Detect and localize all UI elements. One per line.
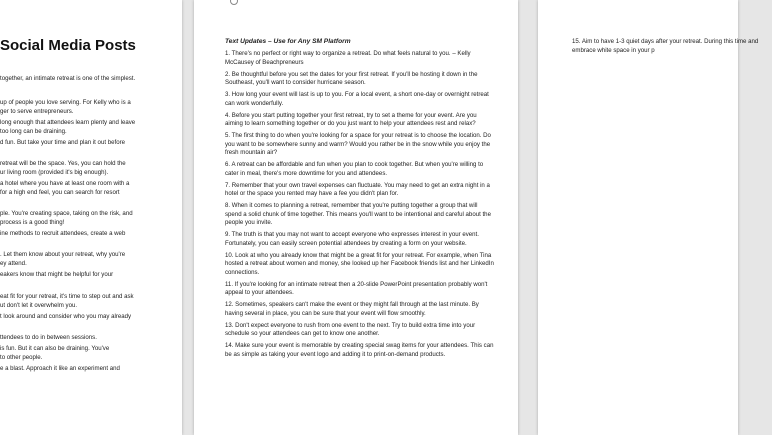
text-fragment: ine methods to recruit attendees, create a web xyxy=(0,230,126,237)
paragraph: 3. How long your event will last is up to you. For a local event, a short one-day or overnight retreat can work wonderfully. xyxy=(225,91,489,107)
text-fragment: a hotel where you have at least one room with a xyxy=(0,180,130,187)
text-fragment: too long can be draining. xyxy=(0,128,67,135)
text-fragment: ger to serve entrepreneurs. xyxy=(0,108,74,115)
paragraph: 10. Look at who you already know that might be a great fit for your retreat. For example, when Tina hosted a retreat about women and money, she looked up her Facebook friends list and her LinkedIn connections. xyxy=(225,251,494,276)
text-fragment: . Let them know about your retreat, why you're xyxy=(0,251,126,258)
text-fragment: to other people. xyxy=(0,354,43,361)
page-title: Social Media Posts xyxy=(0,37,136,54)
text-fragment: for a high end feel, you can search for resort xyxy=(0,189,120,196)
paragraph: 6. A retreat can be affordable and fun when you plan to cook together. But when you're willing to cater in meal, there's more downtime for you and attendees. xyxy=(225,161,484,177)
text-fragment: ey attend. xyxy=(0,260,27,267)
paragraph: 2. Be thoughtful before you set the dates for your first retreat. If you'll be hosting it down in the Southeast, you'll want to consider hurricane season. xyxy=(225,70,478,86)
text-fragment: ttendees to do in between sessions. xyxy=(0,334,97,341)
text-fragment: ur living room (provided it's big enough). xyxy=(0,169,109,176)
text-fragment: together, an intimate retreat is one of the simplest. xyxy=(0,75,136,82)
text-fragment: ut don't let it overwhelm you. xyxy=(0,302,78,309)
paragraph: 15. Aim to have 1-3 quiet days after your retreat. During this time and embrace white space in your p xyxy=(572,38,759,54)
text-fragment: up of people you love serving. For Kelly who is a xyxy=(0,99,131,106)
paragraph: 9. The truth is that you may not want to accept everyone who expresses interest in your event. Fortunately, you can easily screen potential attendees by creating a form on your website. xyxy=(225,231,479,247)
text-fragment: e a blast. Approach it like an experiment and xyxy=(0,365,120,372)
paragraph: 13. Don't expect everyone to rush from one event to the next. Try to build extra time into your schedule so your attendees can get to know one another. xyxy=(225,321,476,337)
text-fragment: long enough that attendees learn plenty and leave xyxy=(0,119,136,126)
paragraph: 11. If you're looking for an intimate retreat then a 20-slide PowerPoint presentation probably won't appeal to your attendees. xyxy=(225,280,488,296)
document-page-right xyxy=(538,0,759,435)
paragraph: 14. Make sure your event is memorable by creating special swag items for your attendees. This can be as simple as taking your event logo and adding it to print-on-demand products. xyxy=(225,342,494,358)
text-fragment: ple. You're creating space, taking on the risk, and xyxy=(0,210,133,217)
paragraph: 8. When it comes to planning a retreat, remember that you're putting together a group that will spend a solid chunk of time together. This means you'll want to be intentional and careful about the people you invite. xyxy=(225,202,491,226)
center-page-text xyxy=(225,38,495,363)
paragraph: 4. Before you start putting together your first retreat, try to set a theme for your event. Are you aiming to learn something together or do you just want to help your attendees rest and relax? xyxy=(225,111,477,127)
document-page-left xyxy=(0,0,182,435)
text-fragment: eakers know that might be helpful for your xyxy=(0,271,114,278)
document-page-center xyxy=(194,0,518,435)
paragraph: 7. Remember that your own travel expenses can fluctuate. You may need to get an extra night in a hotel or the space you rented may have a fee you didn't plan for. xyxy=(225,181,490,197)
text-fragment: is fun. But it can also be draining. You've xyxy=(0,345,110,352)
text-fragment: t look around and consider who you may already xyxy=(0,313,132,320)
text-fragment: retreat will be the space. Yes, you can hold the xyxy=(0,160,126,167)
paragraph: 12. Sometimes, speakers can't make the event or they might fall through at the last minute. By having several in place, you can be sure that your event will flow smoothly. xyxy=(225,301,479,317)
text-fragment: eat fit for your retreat, it's time to step out and ask xyxy=(0,293,134,300)
paragraph-list xyxy=(225,50,495,359)
paragraph: 1. There's no perfect or right way to organize a retreat. Do what feels natural to you. – Kelly McCausey of Beachpreneurs xyxy=(225,50,471,66)
text-fragment: d fun. But take your time and plan it out before xyxy=(0,139,125,146)
text-fragment: process is a good thing! xyxy=(0,219,65,226)
paragraph: 5. The first thing to do when you're looking for a space for your retreat is to choose the location. Do you want to be somewhere sunny and warm? Would you rather be in the snow while you enjoy the fresh mountain air? xyxy=(225,132,491,156)
section-heading: Text Updates – Use for Any SM Platform xyxy=(225,38,351,45)
